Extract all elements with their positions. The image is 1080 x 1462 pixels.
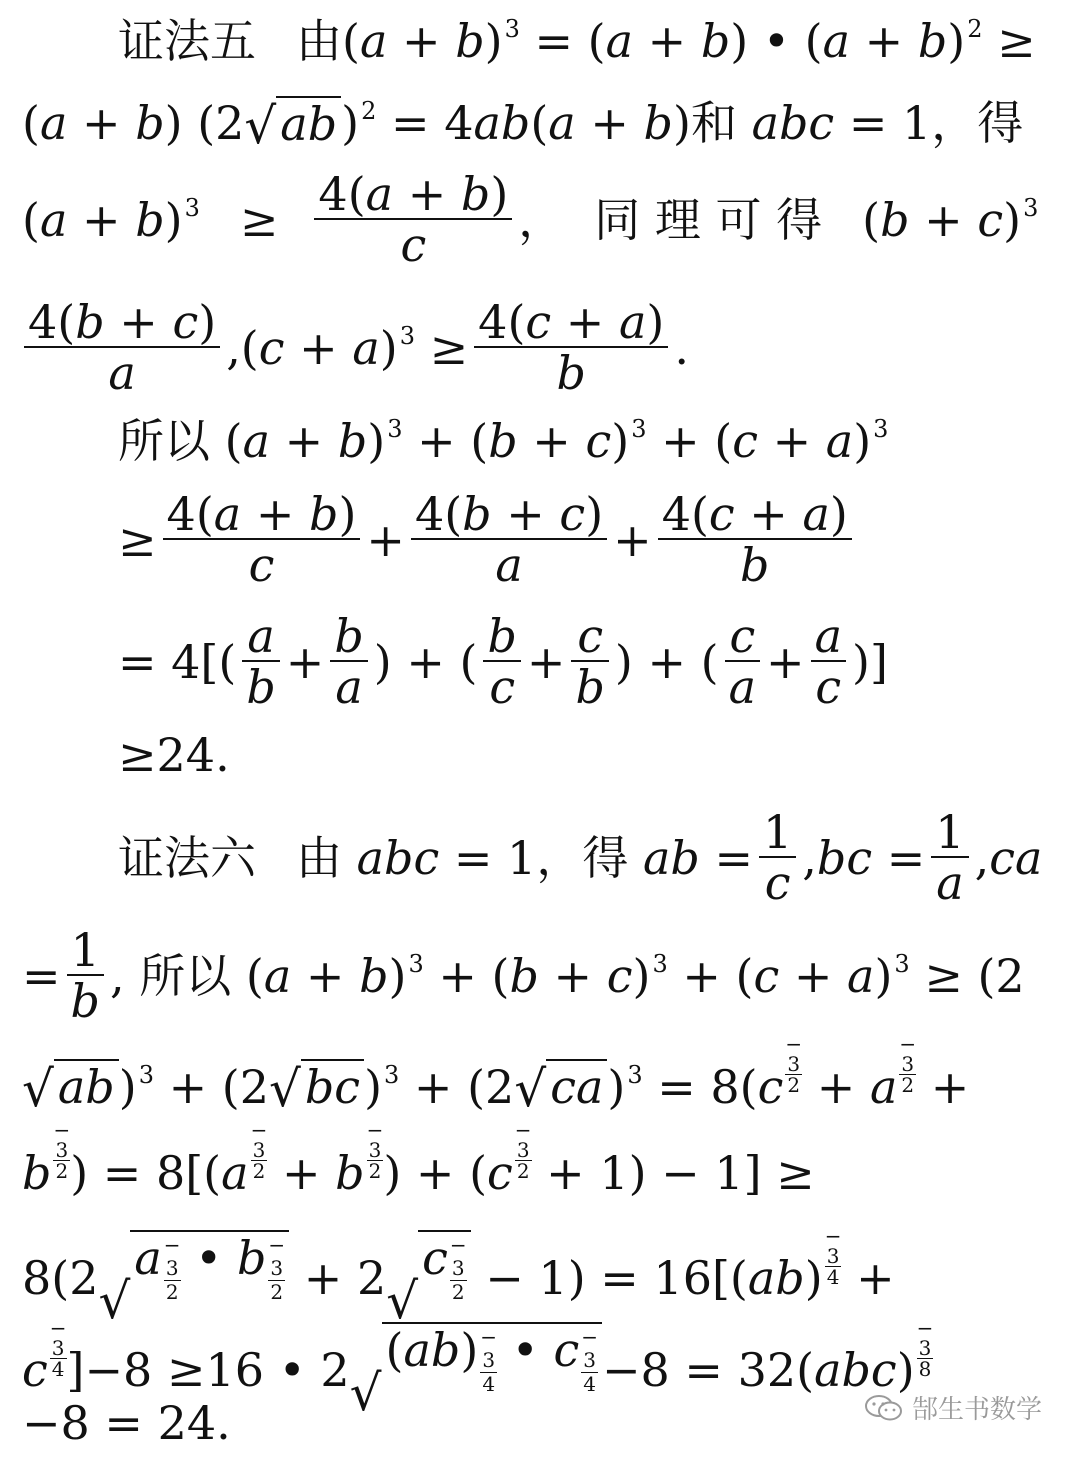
proof5-line8 bbox=[118, 728, 230, 782]
proof6-line1: 证法六 由 abc = 1， 得 ab = $\frac{1}{c}$ ,bc = $\frac{1}{a}$ ,ca bbox=[118, 805, 1043, 911]
proof5-he: 和 bbox=[690, 96, 737, 151]
proof5-line5: 所以 $(a + b)^3 + (b + c)^3 + (c + a)^3$ bbox=[118, 414, 889, 468]
proof6-end: −8 = 24. bbox=[22, 1396, 231, 1450]
proof5-line7: = 4[( $\frac{a}{b}$ + $\frac{b}{a}$ ) + ( $\frac{b}{c}$ + $\frac{c}{b}$ ) + ( $\frac{c}{a}$ + $\frac{a}{c}$ )] bbox=[118, 609, 888, 715]
proof6-line3: √ ab )$^3$ + (2 √ bc )$^3$ + (2 √ ca )$^3$ = 8(c − 3 2 + a − 3 2 + bbox=[22, 1032, 970, 1118]
proof5-ge24: ≥24. bbox=[118, 728, 230, 782]
proof5-line4: $\frac{4(b + c)}{a}$ $,(c + a)^3$ ≥ $\frac{4(c + a)}{b}$ . bbox=[18, 298, 689, 399]
proof6-line4: b − 3 2 ) = 8[(a − 3 2 + b − 3 2 ) + (c − 3 2 + 1) − 1] ≥ bbox=[22, 1118, 815, 1200]
wechat-icon bbox=[864, 1393, 904, 1423]
proof5-you: 由 bbox=[296, 14, 342, 68]
proof5-line2: (a + b) (2 √ ab )$^2$ = 4ab(a + b) 和 abc = 1， 得 bbox=[22, 96, 1024, 155]
proof6-line5: 8(2 √ a − 3 2 • b − 3 2 + 2 √ c − 3 2 − 1) = 16[(ab) − 3 4 + bbox=[22, 1223, 895, 1330]
proof6-line6: c − 3 4 ]−8 ≥16 • 2 √ (ab) − 3 4 • c − 3 4 −8 = 32(abc) − 3 8 bbox=[22, 1315, 934, 1422]
proof5-comma: ， bbox=[518, 193, 565, 248]
proof6-line2: = $\frac{1}{b}$ , 所以 $(a + b)^3 + (b + c)^3 + (c + a)^3 \ge (2$ bbox=[22, 923, 1025, 1029]
proof5-suoyi: 所以 bbox=[118, 414, 210, 468]
proof6-line7 bbox=[22, 1396, 231, 1450]
proof5-heading: 证法五 bbox=[118, 14, 256, 68]
proof6-heading: 证法六 bbox=[118, 831, 256, 886]
proof6-de: 得 bbox=[582, 831, 629, 886]
proof5-de-1: 得 bbox=[977, 96, 1024, 151]
proof6-suoyi: 所以 bbox=[139, 949, 232, 1004]
watermark-text: 郜生书数学 bbox=[911, 1395, 1042, 1425]
proof5-tongli: 同 理 可 得 bbox=[594, 193, 823, 248]
proof5-line1: 证法五 由 $(a + b)^3 = (a + b)$ • $(a + b)^2$ ≥ bbox=[118, 14, 1036, 68]
proof5-line3: $(a + b)^3$ ≥ $\frac{4(a + b)}{c}$ ， 同 理 可 得 $(b + c)^3$ bbox=[22, 167, 1039, 273]
watermark bbox=[864, 1389, 1042, 1426]
proof6-you: 由 bbox=[296, 831, 342, 886]
proof5-line6: ≥ $\frac{4(a + b)}{c}$ + $\frac{4(b + c)}{a}$ + $\frac{4(c + a)}{b}$ bbox=[118, 490, 858, 591]
